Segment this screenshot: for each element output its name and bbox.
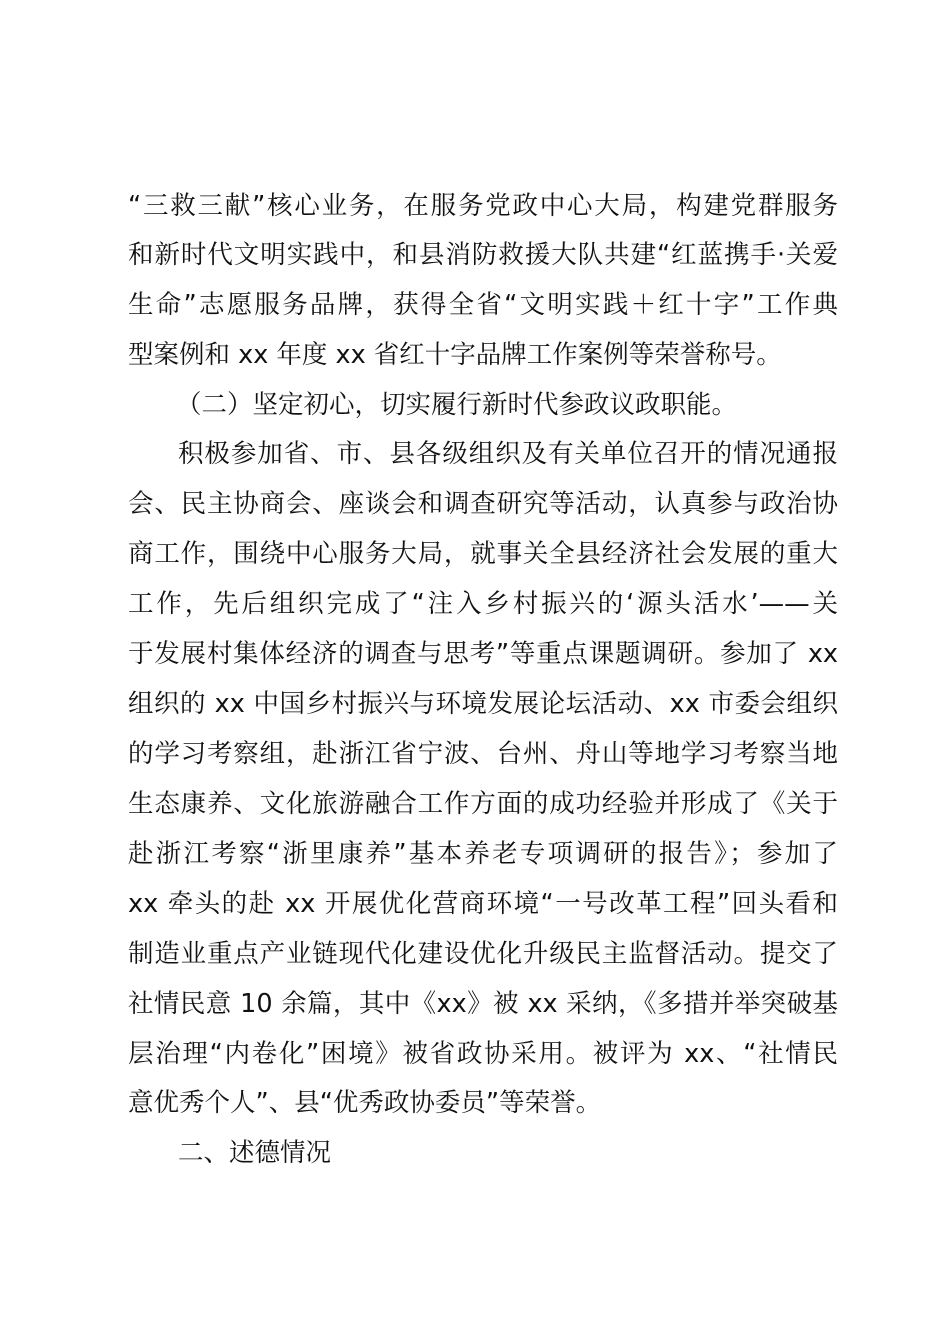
paragraph-line: 组织的 xx 中国乡村振兴与环境发展论坛活动、xx 市委会组织: [128, 689, 838, 719]
section-heading: 二、述德情况: [178, 1138, 332, 1168]
paragraph-line: 和新时代文明实践中，和县消防救援大队共建“红蓝携手·关爱: [128, 240, 838, 270]
paragraph-line: 生态康养、文化旅游融合工作方面的成功经验并形成了《关于: [128, 789, 838, 819]
paragraph-line: 的学习考察组，赴浙江省宁波、台州、舟山等地学习考察当地: [128, 739, 838, 769]
paragraph-line: 商工作，围绕中心服务大局，就事关全县经济社会发展的重大: [128, 539, 838, 569]
paragraph-line: 积极参加省、市、县各级组织及有关单位召开的情况通报: [178, 439, 838, 469]
paragraph-line: “三救三献”核心业务，在服务党政中心大局，构建党群服务: [128, 191, 838, 221]
paragraph-line: 生命”志愿服务品牌，获得全省“文明实践＋红十字”工作典: [128, 290, 838, 320]
paragraph-line: 型案例和 xx 年度 xx 省红十字品牌工作案例等荣誉称号。: [128, 340, 782, 370]
paragraph-line: 层治理“内卷化”困境》被省政协采用。被评为 xx、“社情民: [128, 1039, 838, 1069]
paragraph-line: 赴浙江考察“浙里康养”基本养老专项调研的报告》；参加了: [128, 839, 838, 869]
paragraph-line: 社情民意 10 余篇，其中《xx》被 xx 采纳，《多措并举突破基: [128, 989, 838, 1019]
paragraph-line: xx 牵头的赴 xx 开展优化营商环境“一号改革工程”回头看和: [128, 889, 838, 919]
paragraph-line: 于发展村集体经济的调查与思考”等重点课题调研。参加了 xx: [128, 639, 838, 669]
paragraph-line: 意优秀个人”、县“优秀政协委员”等荣誉。: [128, 1088, 602, 1118]
paragraph-line: 工作，先后组织完成了“注入乡村振兴的‘源头活水’——关: [128, 589, 838, 619]
paragraph-line: 制造业重点产业链现代化建设优化升级民主监督活动。提交了: [128, 939, 838, 969]
section-heading: （二）坚定初心，切实履行新时代参政议政职能。: [176, 390, 738, 420]
paragraph-line: 会、民主协商会、座谈会和调查研究等活动，认真参与政治协: [128, 489, 838, 519]
